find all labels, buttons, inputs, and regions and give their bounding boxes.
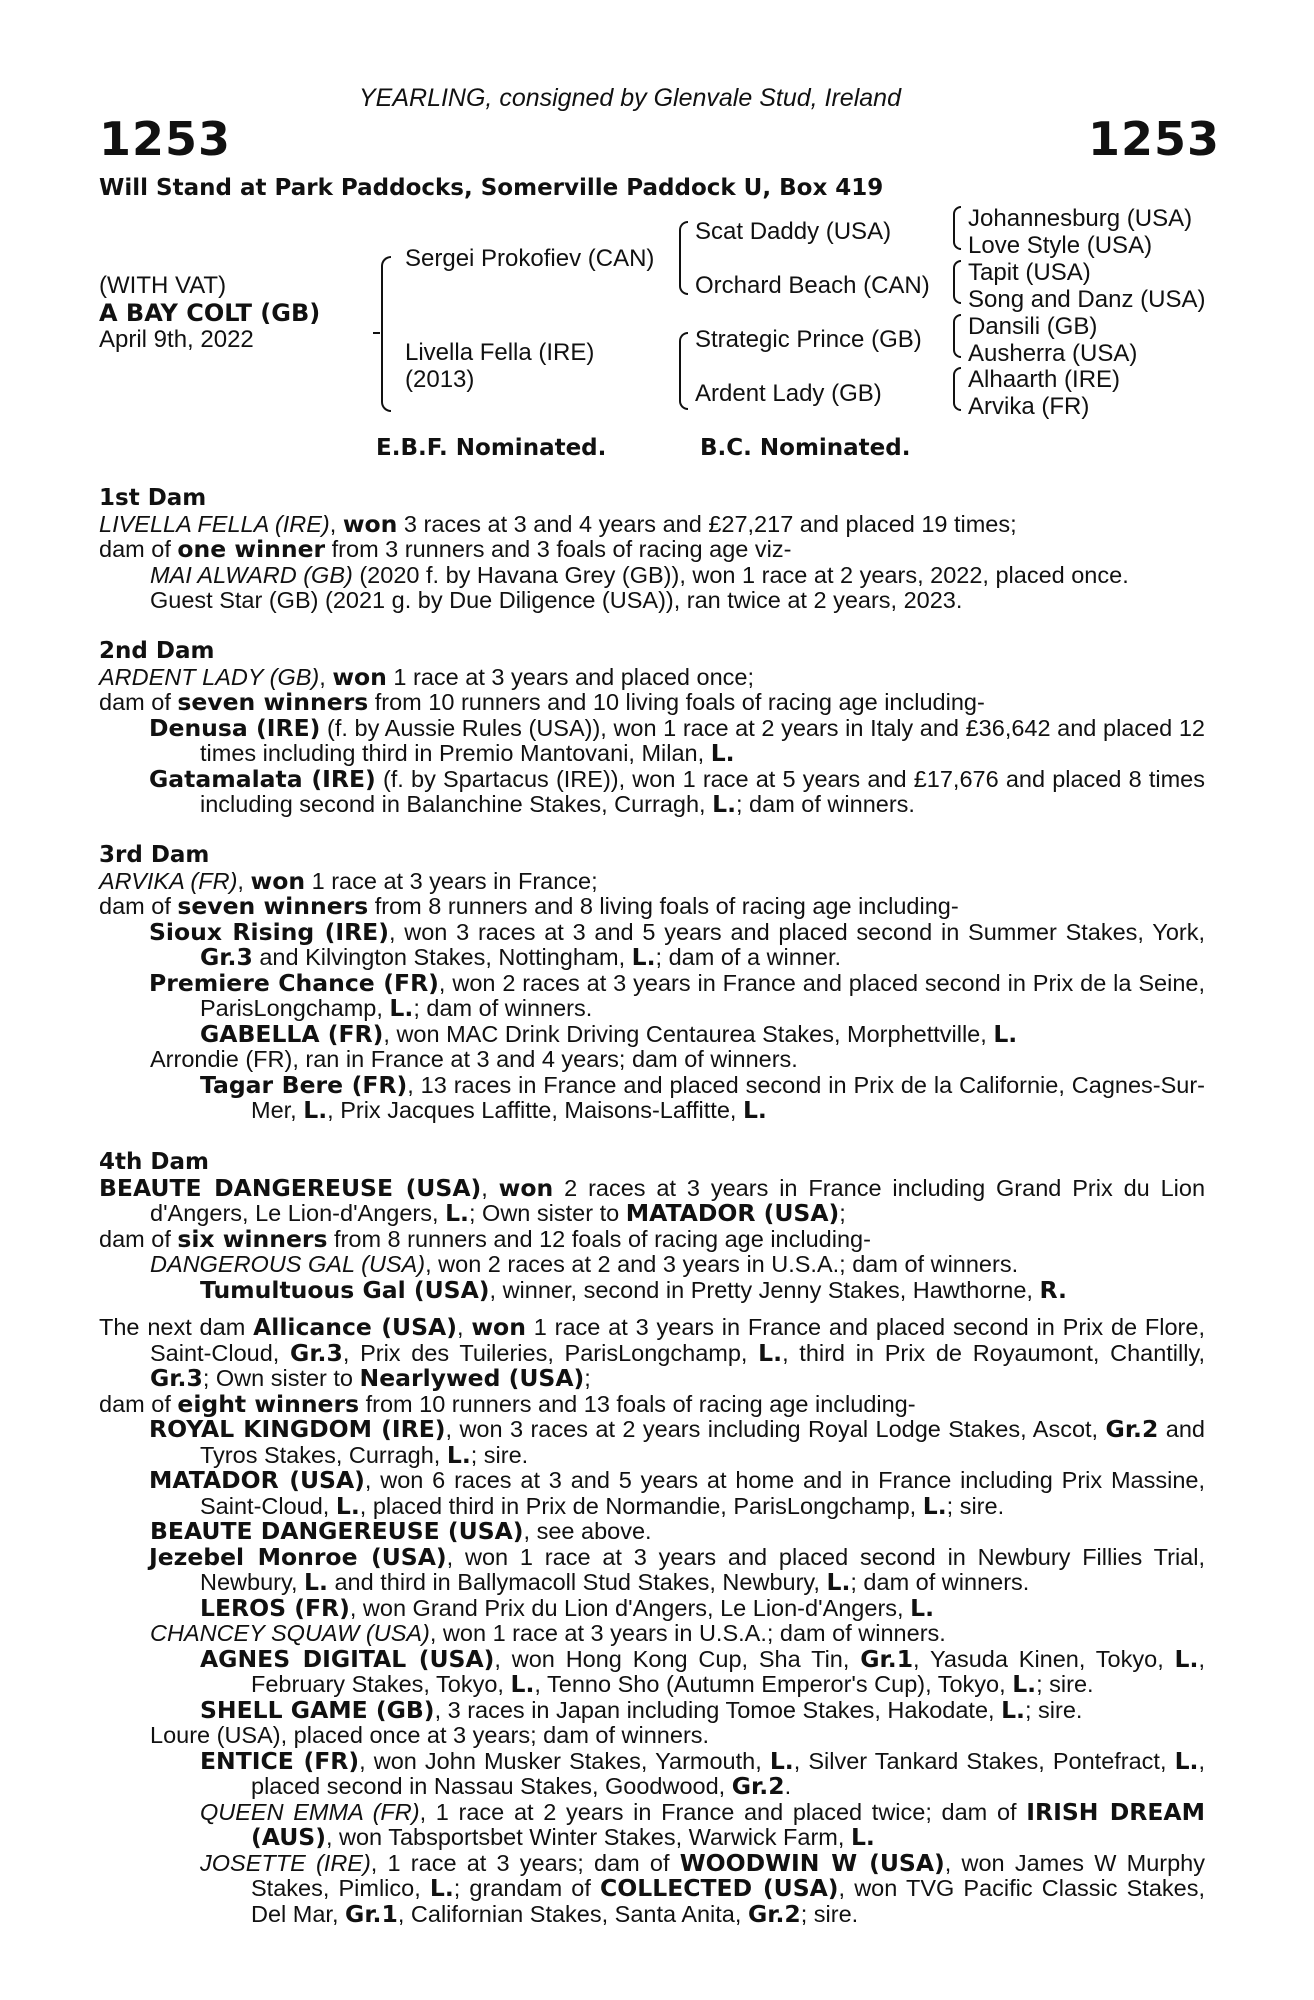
pedigree-brace-ss — [953, 206, 961, 250]
lot-number-right: 1253 — [1088, 112, 1221, 166]
pedigree-ds-dam: Ausherra (USA) — [968, 340, 1138, 367]
horse-name: A BAY COLT (GB) — [99, 299, 321, 327]
progeny-entry: Loure (USA), placed once at 3 years; dam of winners. — [150, 1722, 710, 1748]
dam-line: ARDENT LADY (GB), won 1 race at 3 years and placed once; — [99, 662, 755, 691]
pedigree-brace-main-point — [373, 332, 380, 334]
dam-line: The next dam Allicance (USA), won 1 race at 3 years in France and placed second in Prix de Flore, Saint-Cloud, Gr.3, Prix des Tuileries, ParisLongchamp, L., third in Prix de Royaumont, Chantilly, Gr.3; Own sister to Nearlywed (USA); — [99, 1313, 1206, 1392]
produce-summary: dam of eight winners from 10 runners and 13 foals of racing age including- — [99, 1389, 916, 1418]
progeny-entry: Denusa (IRE) (f. by Aussie Rules (USA)), won 1 race at 2 years in Italy and £36,642 and placed 12 times including third in Premio Mantovani, Milan, L. — [149, 713, 1206, 767]
pedigree-brace-sd — [953, 260, 961, 304]
progeny-entry: JOSETTE (IRE), 1 race at 3 years; dam of WOODWIN W (USA), won James W Murphy Stakes, Pimlico, L.; grandam of COLLECTED (USA), won TVG Pacific Classic Stakes, Del Mar, Gr.1, Californian Stakes, Santa Anita, Gr.2; sire. — [200, 1848, 1205, 1928]
pedigree-sd-dam: Song and Danz (USA) — [968, 286, 1206, 313]
lot-number-left: 1253 — [99, 112, 232, 166]
pedigree-ss-dam: Love Style (USA) — [968, 232, 1153, 259]
progeny-entry: Guest Star (GB) (2021 g. by Due Diligence (USA)), ran twice at 2 years, 2023. — [150, 587, 963, 613]
progeny-entry: Tagar Bere (FR), 13 races in France and placed second in Prix de la Californie, Cagnes-Sur-Mer, L., Prix Jacques Laffitte, Maisons-Laffitte, L. — [200, 1070, 1205, 1124]
bc-nominated: B.C. Nominated. — [700, 435, 911, 461]
progeny-entry: ENTICE (FR), won John Musker Stakes, Yarmouth, L., Silver Tankard Stakes, Pontefract, L., placed second in Nassau Stakes, Goodwood, Gr.2. — [200, 1746, 1205, 1800]
dam-line: ARVIKA (FR), won 1 race at 3 years in France; — [99, 866, 598, 895]
progeny-entry: AGNES DIGITAL (USA), won Hong Kong Cup, Sha Tin, Gr.1, Yasuda Kinen, Tokyo, L., February Stakes, Tokyo, L., Tenno Sho (Autumn Emperor's Cup), Tokyo, L.; sire. — [200, 1644, 1205, 1698]
pedigree-dam-year: (2013) — [405, 366, 475, 393]
pedigree-sd-sire: Tapit (USA) — [968, 259, 1091, 286]
section-heading: 3rd Dam — [99, 842, 210, 868]
pedigree-dam-dam: Ardent Lady (GB) — [695, 380, 882, 407]
section-heading: 1st Dam — [99, 485, 207, 511]
progeny-entry: BEAUTE DANGEREUSE (USA), see above. — [150, 1517, 652, 1545]
produce-summary: dam of seven winners from 10 runners and 10 living foals of racing age including- — [99, 688, 985, 716]
progeny-entry: Tumultuous Gal (USA), winner, second in Pretty Jenny Stakes, Hawthorne, R. — [200, 1275, 1067, 1304]
second-dam-section — [99, 638, 1205, 818]
consignor-line: YEARLING, consigned by Glenvale Stud, Ireland — [359, 84, 901, 112]
first-dam-section — [99, 485, 1205, 614]
pedigree-sire-sire: Scat Daddy (USA) — [695, 218, 892, 245]
pedigree-brace-main — [381, 256, 391, 412]
produce-summary: dam of six winners from 8 runners and 12 foals of racing age including- — [99, 1224, 871, 1253]
pedigree-sire: Sergei Prokofiev (CAN) — [405, 245, 655, 272]
pedigree-brace-ds — [953, 314, 961, 358]
pedigree-dd-dam: Arvika (FR) — [968, 393, 1090, 420]
progeny-entry: GABELLA (FR), won MAC Drink Driving Centaurea Stakes, Morphettville, L. — [200, 1019, 1018, 1048]
produce-summary: dam of one winner from 3 runners and 3 foals of racing age viz- — [99, 535, 792, 563]
section-heading: 2nd Dam — [99, 638, 215, 664]
progeny-entry: CHANCEY SQUAW (USA), won 1 race at 3 years in U.S.A.; dam of winners. — [150, 1620, 946, 1646]
progeny-entry: ROYAL KINGDOM (IRE), won 3 races at 2 years including Royal Lodge Stakes, Ascot, Gr.2 and Tyros Stakes, Curragh, L.; sire. — [149, 1415, 1205, 1469]
progeny-entry: MAI ALWARD (GB) (2020 f. by Havana Grey (GB)), won 1 race at 2 years, 2022, placed once. — [150, 561, 1129, 588]
pedigree-sire-dam: Orchard Beach (CAN) — [695, 272, 930, 299]
progeny-entry: LEROS (FR), won Grand Prix du Lion d'Angers, Le Lion-d'Angers, L. — [200, 1593, 934, 1622]
pedigree-brace-dam — [679, 332, 688, 410]
pedigree-ds-sire: Dansili (GB) — [968, 313, 1098, 340]
progeny-entry: Jezebel Monroe (USA), won 1 race at 3 years and placed second in Newbury Fillies Trial, Newbury, L. and third in Ballymacoll Stud Stakes, Newbury, L.; dam of winners. — [149, 1542, 1205, 1596]
produce-summary: dam of seven winners from 8 runners and 8 living foals of racing age including- — [99, 892, 959, 920]
progeny-entry: QUEEN EMMA (FR), 1 race at 2 years in France and placed twice; dam of IRISH DREAM (AUS), won Tabsportsbet Winter Stakes, Warwick Farm, L. — [200, 1797, 1205, 1851]
progeny-entry: DANGEROUS GAL (USA), won 2 races at 2 and 3 years in U.S.A.; dam of winners. — [150, 1251, 1019, 1277]
pedigree-brace-dd — [953, 367, 961, 411]
vat-note: (WITH VAT) — [99, 272, 227, 299]
ebf-nominated: E.B.F. Nominated. — [376, 435, 607, 461]
dam-line: LIVELLA FELLA (IRE), won 3 races at 3 and 4 years and £27,217 and placed 19 times; — [99, 509, 1017, 538]
progeny-entry: MATADOR (USA), won 6 races at 3 and 5 years at home and in France including Prix Massine, Saint-Cloud, L., placed third in Prix de Normandie, ParisLongchamp, L.; sire. — [149, 1466, 1206, 1520]
foaled-date: April 9th, 2022 — [99, 326, 254, 353]
progeny-entry: Arrondie (FR), ran in France at 3 and 4 years; dam of winners. — [150, 1046, 798, 1072]
fourth-dam-section — [99, 1149, 1205, 1303]
third-dam-section — [99, 842, 1205, 1124]
section-heading: 4th Dam — [99, 1149, 209, 1175]
stand-line: Will Stand at Park Paddocks, Somerville Paddock U, Box 419 — [99, 175, 884, 201]
progeny-entry: SHELL GAME (GB), 3 races in Japan including Tomoe Stakes, Hakodate, L.; sire. — [200, 1695, 1083, 1724]
pedigree-dam-sire: Strategic Prince (GB) — [695, 326, 922, 353]
progeny-entry: Sioux Rising (IRE), won 3 races at 3 and 5 years and placed second in Summer Stakes, York, Gr.3 and Kilvington Stakes, Nottingham, L.; dam of a winner. — [149, 917, 1205, 971]
progeny-entry: Gatamalata (IRE) (f. by Spartacus (IRE)), won 1 race at 5 years and £17,676 and placed 8 times including second in Balanchine Stakes, Curragh, L.; dam of winners. — [149, 764, 1205, 818]
pedigree-dam: Livella Fella (IRE) — [405, 339, 595, 366]
dam-line: BEAUTE DANGEREUSE (USA), won 2 races at 3 years in France including Grand Prix du Lion d'Angers, Le Lion-d'Angers, L.; Own sister to MATADOR (USA); — [99, 1173, 1206, 1227]
progeny-entry: Premiere Chance (FR), won 2 races at 3 years in France and placed second in Prix de la Seine, ParisLongchamp, L.; dam of winners. — [149, 968, 1206, 1022]
pedigree-brace-sire — [679, 221, 688, 295]
pedigree-dd-sire: Alhaarth (IRE) — [968, 366, 1121, 393]
next-dam-section — [99, 1315, 1205, 1927]
pedigree-ss-sire: Johannesburg (USA) — [968, 205, 1193, 232]
